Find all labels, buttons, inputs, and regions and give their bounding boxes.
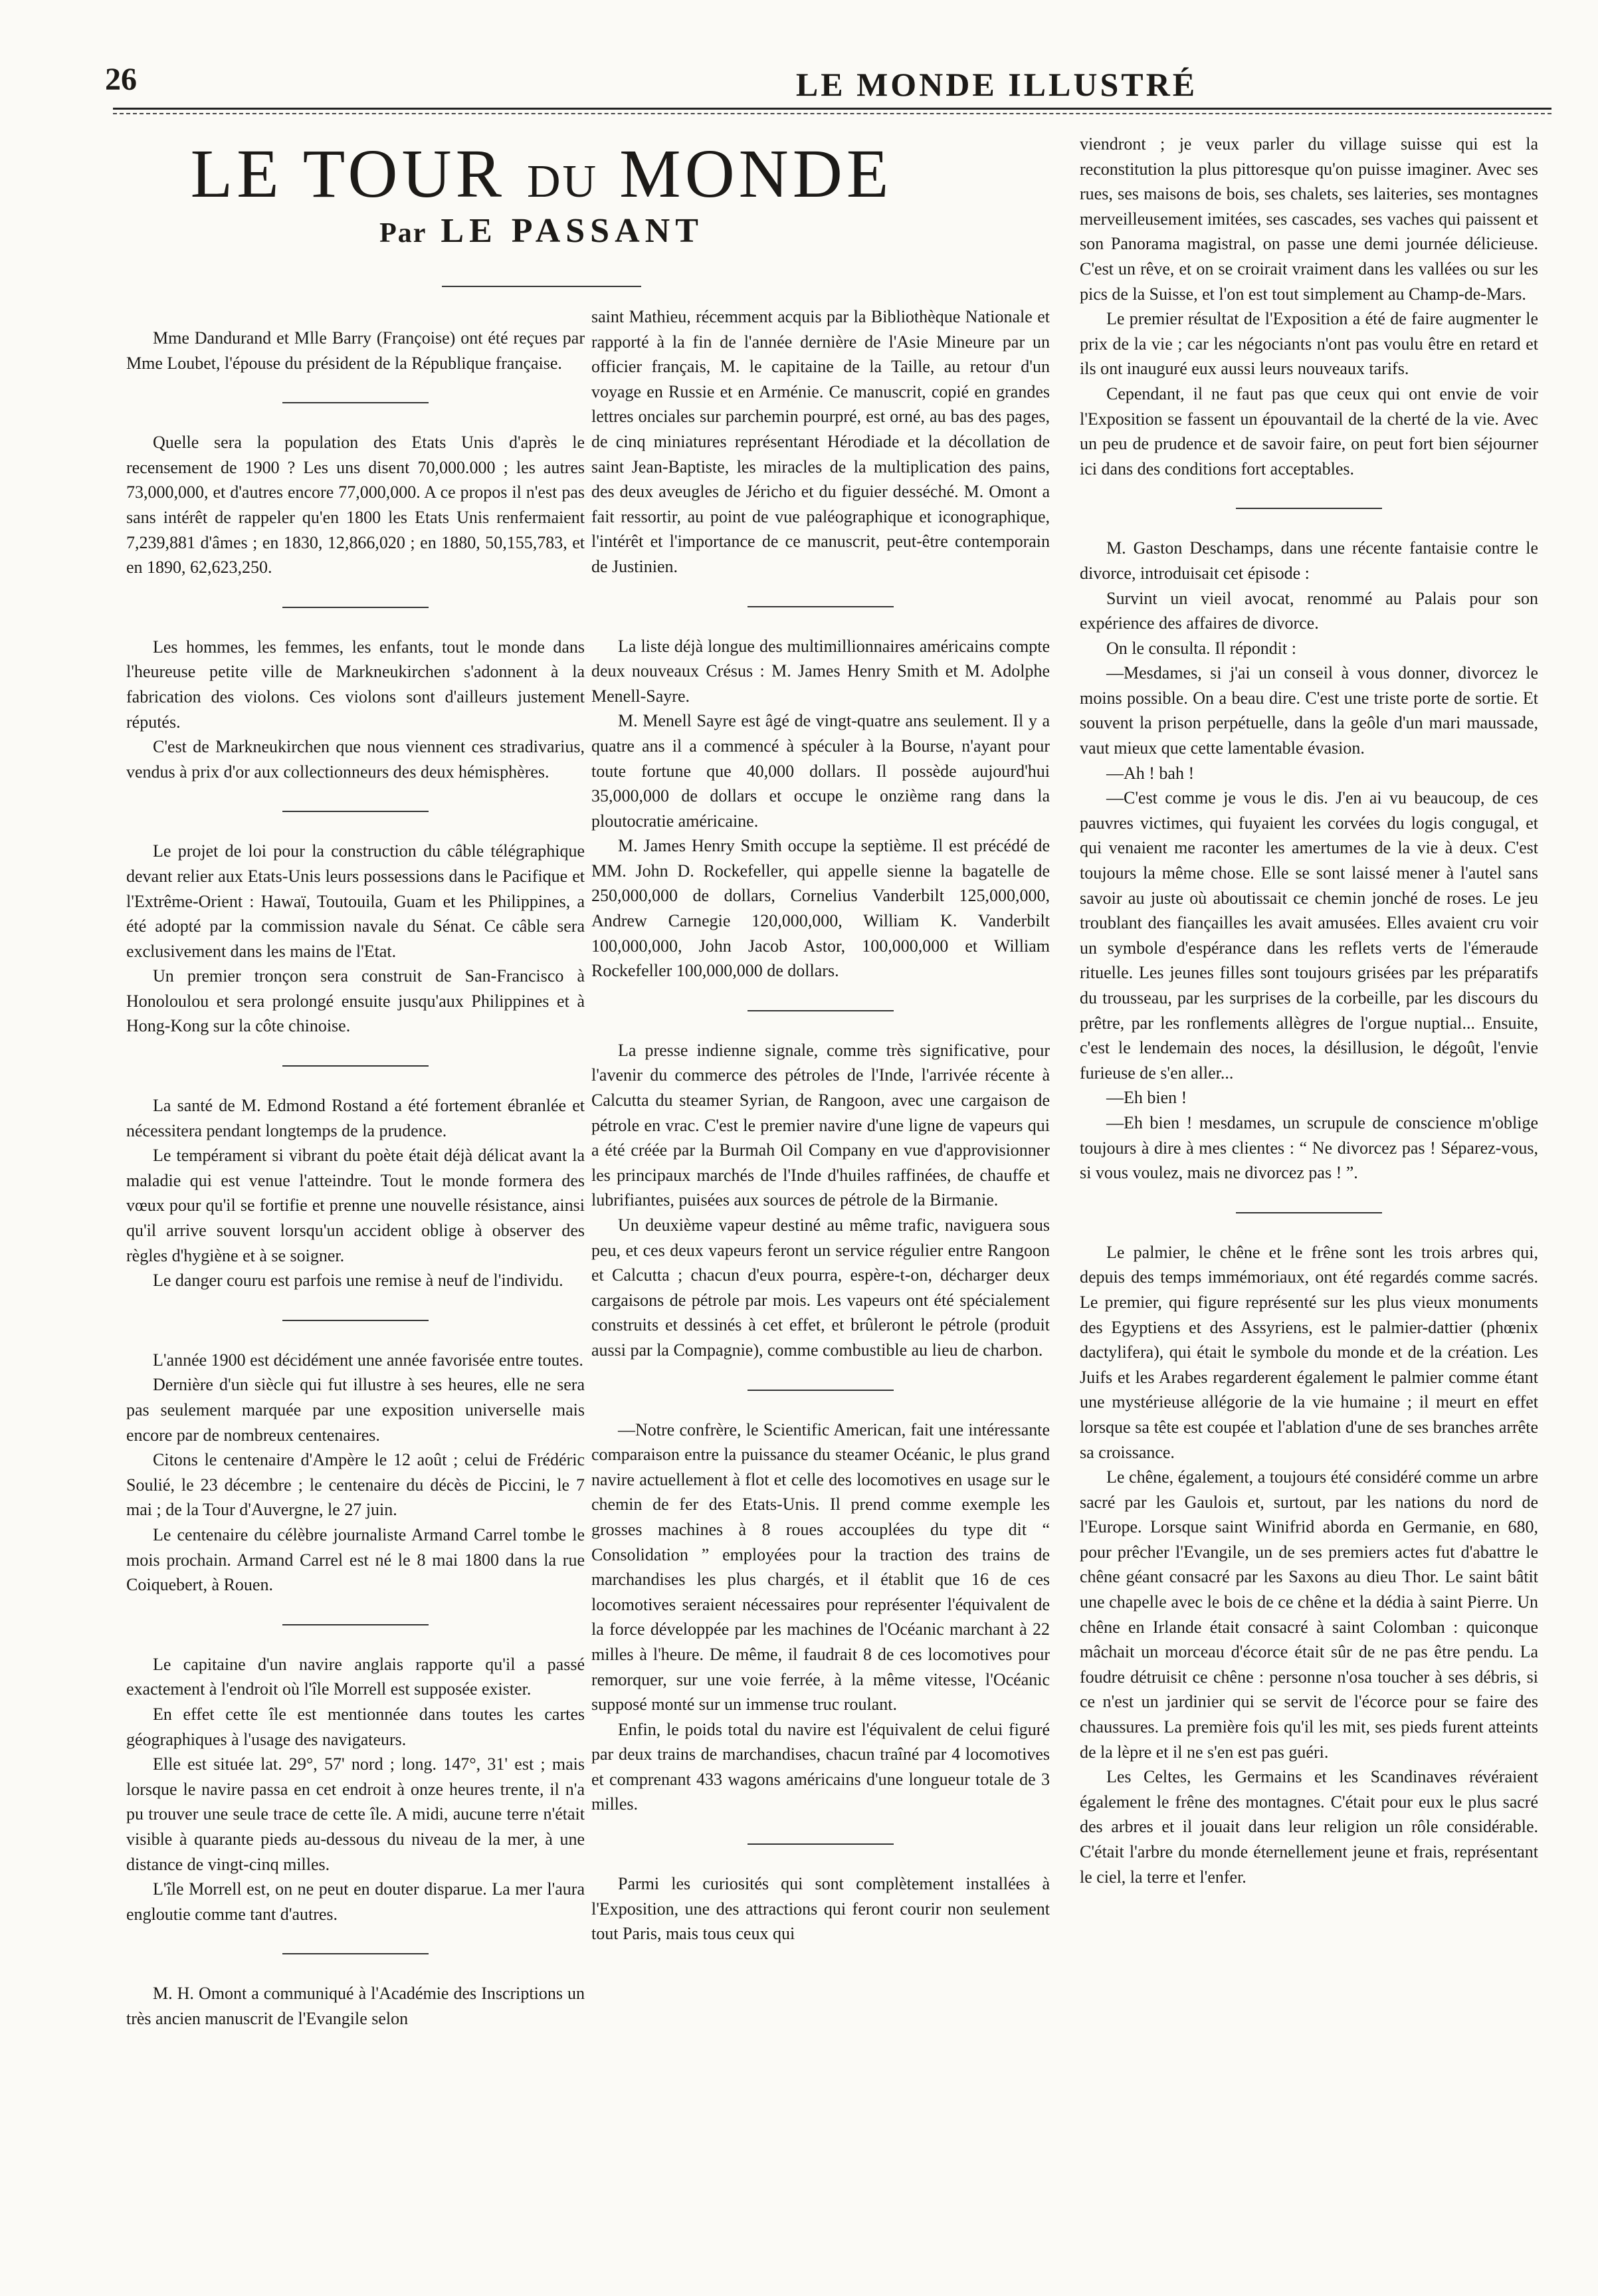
paragraph: —Eh bien ! mesdames, un scrupule de conscience m'oblige toujours à dire à mes clientes : “ Ne divorcez pas ! Séparez-vous, si vous voulez, mais ne divorcez pas ! ”. [1080, 1112, 1538, 1183]
paragraph: Un premier tronçon sera construit de San-Francisco à Honoloulou et sera prolongé ensuite jusqu'aux Philippines et à Hong-Kong sur la côte chinoise. [126, 966, 585, 1036]
paragraph: En effet cette île est mentionnée dans toutes les cartes géographiques à l'usage des navigateurs. [126, 1704, 585, 1749]
section-separator [282, 402, 429, 403]
headline-part: LE TOUR [190, 136, 506, 212]
paragraph: On le consulta. Il répondit : [1106, 638, 1296, 658]
paragraph: —C'est comme je vous le dis. J'en ai vu beaucoup, de ces pauvres victimes, qui fuyaient les corvées du logis congugal, et qui venaient me raconter les amertumes de la vie à deux. C'est toujours la même chose. Elle se sont laissé mener à l'autel sans savoir au juste où aboutissait ce chemin jonché de roses. Le jeu troublant des fiançailles les avait amusées. Elles avaient cru voir un symbole d'espérance dans les reflets verts de l'émeraude rituelle. Les jeunes filles sont toujours grisées par les préparatifs du trousseau, par les surprises de la corbeille, par les discours du prêtre, par les ronflements allègres de l'orgue nuptial... Ensuite, c'est le lendemain des noces, la désillusion, le dégoût, l'envie furieuse de s'en aller... [1080, 788, 1538, 1083]
paragraph: —Notre confrère, le Scientific American, fait une intéressante comparaison entre la puissance du steamer Océanic, le plus grand navire actuellement à flot et celle des locomotives en usage sur le chemin de fer des Etats-Unis. Il prend comme exemple les grosses machines à 8 roues accouplées du type dit “ Consolidation ” employées pour la traction des trains de marchandises les plus chargés, et il établit que 16 de ces locomotives seraient nécessaires pour représenter l'équivalent de la force développée par les machines de l'Océanic marchant à 22 milles à l'heure. De même, il faudrait 8 de ces locomotives pour remorquer, sur une voie ferrée, à la même vitesse, l'Océanic supposé monté sur un immense truc roulant. [591, 1419, 1050, 1715]
paragraph: Citons le centenaire d'Ampère le 12 août ; celui de Frédéric Soulié, le 23 décembre ; le centenaire du décès de Piccini, le 7 mai ; de la Tour d'Auvergne, le 27 juin. [126, 1450, 585, 1520]
paragraph: C'est de Markneukirchen que nous viennent ces stradivarius, vendus à prix d'or aux collectionneurs des deux hémisphères. [126, 737, 585, 782]
section-separator [282, 607, 429, 608]
section-separator [282, 1065, 429, 1067]
paragraph: Survint un vieil avocat, renommé au Palais pour son expérience des affaires de divorce. [1080, 588, 1538, 633]
masthead: LE MONDE ILLUSTRÉ [795, 66, 1198, 103]
paragraph: M. James Henry Smith occupe la septième. Il est précédé de MM. John D. Rockefeller, qui appelle sienne la bagatelle de 250,000,000 de dollars, Cornelius Vanderbilt 125,000,000, Andrew Carnegie 120,000,000, William K. Vanderbilt 100,000,000, John Jacob Astor, 100,000,000 et William Rockefeller 100,000,000 de dollars. [591, 836, 1050, 981]
section-separator [282, 1624, 429, 1625]
paragraph: Le projet de loi pour la construction du câble télégraphique devant relier aux Etats-Unis leurs possessions dans le Pacifique et l'Extrême-Orient : Hawaï, Toutouila, Guam et les Philippines, a été adopté par la commission navale du Sénat. Ce câble sera exclusivement dans les mains de l'Etat. [126, 841, 585, 961]
headline-part: MONDE [619, 136, 893, 212]
paragraph: La santé de M. Edmond Rostand a été fortement ébranlée et nécessitera pendant longtemps de la prudence. [126, 1096, 585, 1140]
paragraph: Dernière d'un siècle qui fut illustre à ses heures, elle ne sera pas seulement marquée par une exposition universelle mais encore par de nombreux centenaires. [126, 1375, 585, 1445]
paragraph: —Mesdames, si j'ai un conseil à vous donner, divorcez le moins possible. On a beau dire. C'est une triste porte de sortie. Et souvent la prison perpétuelle, dans la geôle d'un mari maussade, vaut mieux que cette lamentable évasion. [1080, 663, 1538, 758]
headline [113, 136, 970, 212]
section-separator [282, 811, 429, 812]
paragraph: Le danger couru est parfois une remise à neuf de l'individu. [153, 1271, 563, 1291]
headline-part: DU [526, 156, 599, 207]
paragraph: La presse indienne signale, comme très significative, pour l'avenir du commerce des pétroles de l'Inde, l'arrivée récente à Calcutta du steamer Syrian, de Rangoon, avec une cargaison de pétrole en vrac. C'est le premier navire d'une ligne de vapeurs qui a été créée par la Burmah Oil Company en vue d'approvisionner les principaux marchés de l'Inde d'huiles raffinées, de chauffe et lubrifiantes, puisées aux sources de pétrole de la Birmanie. [591, 1040, 1050, 1210]
section-separator [748, 1390, 894, 1391]
paragraph: Les Celtes, les Germains et les Scandinaves révéraient également le frêne des montagnes. C'était pour eux le plus sacré des arbres et il jouait dans leur religion un rôle considérable. C'était l'arbre du monde éternellement jeune et frais, représentant le ciel, la terre et l'enfer. [1080, 1767, 1538, 1887]
paragraph: Un deuxième vapeur destiné au même trafic, naviguera sous peu, et ces deux vapeurs feront un service régulier entre Rangoon et Calcutta ; chacun d'eux pourra, espère-t-on, décharger deux cargaisons de pétrole par mois. Les vapeurs ont été spécialement construits et dessinés à cet effet, et brûleront le pétrole (produit aussi par la Compagnie), comme combustible au lieu de charbon. [591, 1215, 1050, 1360]
paragraph: Le capitaine d'un navire anglais rapporte qu'il a passé exactement à l'endroit où l'île Morrell est supposée exister. [126, 1654, 585, 1699]
paragraph: Le chêne, également, a toujours été considéré comme un arbre sacré par les Gaulois et, surtout, par les nations du nord de l'Europe. Lorsque saint Winifrid aborda en Germanie, en 680, pour prêcher l'Evangile, un de ses premiers actes fut d'abattre le chêne géant consacré par les Saxons au dieu Thor. Le saint bâtit une chapelle avec le bois de ce chêne et la dédia à saint Pierre. Un chêne en Irlande était consacré à saint Colomban : quiconque mâchait un morceau d'écorce était sûr de ne pas être pendu. La foudre détruisit ce chêne : personne n'osa toucher à ses débris, si ce n'est un jardinier qui se servit de l'écorce pour se faire des chaussures. La première fois qu'il les mit, ses pieds furent atteints de la lèpre et il ne s'en est pas guéri. [1080, 1467, 1538, 1762]
paragraph: —Ah ! bah ! [1106, 763, 1195, 783]
section-separator [282, 1320, 429, 1321]
paragraph: M. Gaston Deschamps, dans une récente fantaisie contre le divorce, introduisait cet épisode : [1080, 538, 1538, 583]
byline-author: LE PASSANT [441, 212, 704, 250]
section-separator [748, 1010, 894, 1011]
paragraph: Le palmier, le chêne et le frêne sont les trois arbres qui, depuis des temps immémoriaux, ont été regardés comme sacrés. Le premier, qui figure représenté sur les plus vieux monuments des Egyptiens et des Assyriens, est le palmier-dattier (phœnix dactylifera), qui était le symbole du monde et de la création. Les Juifs et les Arabes regarderent également le palmier comme étant une mystérieuse allégorie de la vie humaine ; il meurt en effet lorsque sa tête est coupée et l'ablation d'une de ses branches arrête sa croissance. [1080, 1242, 1538, 1462]
byline-par: Par [379, 218, 427, 249]
paragraph: Quelle sera la population des Etats Unis d'après le recensement de 1900 ? Les uns disent 70,000.000 ; les autres 73,000,000, et d'autres encore 77,000,000. A ce propos il n'est pas sans intérêt de rappeler qu'en 1800 les Etats Unis renfermaient 7,239,881 d'âmes ; en 1830, 12,866,020 ; en 1880, 50,155,783, et en 1890, 62,623,250. [126, 433, 585, 577]
paragraph: Enfin, le poids total du navire est l'équivalent de celui figuré par deux trains de marchandises, chacun traîné par 4 locomotives et comprenant 433 wagons américains d'une longueur totale de 3 milles. [591, 1719, 1050, 1814]
section-separator [1236, 508, 1382, 509]
paragraph: Mme Dandurand et Mlle Barry (Françoise) ont été reçues par Mme Loubet, l'épouse du président de la République française. [126, 328, 585, 373]
paragraph: Parmi les curiosités qui sont complètement installées à l'Exposition, une des attractions qui feront courir non seulement tout Paris, mais tous ceux qui [591, 1874, 1050, 1944]
section-separator [748, 606, 894, 607]
paragraph: saint Mathieu, récemment acquis par la Bibliothèque Nationale et rapporté à la fin de l'année dernière de l'Asie Mineure par un officier français, M. le capitaine de la Taille, au retour d'un voyage en Russie et en Arménie. Ce manuscrit, copié en grandes lettres onciales sur parchemin pourpré, est orné, au bas des pages, de cinq miniatures représentant Hérodiade et la décollation de saint Jean-Baptiste, les miracles de la multiplication des pains, des deux aveugles de Jéricho et du figuier desséché. M. Omont a fait ressortir, au point de vue paléographique et iconographique, l'intérêt et l'importance de ce manuscrit, peut-être contemporain de Justinien. [591, 307, 1050, 576]
paragraph: Le centenaire du célèbre journaliste Armand Carrel tombe le mois prochain. Armand Carrel est né le 8 mai 1800 dans la rue Coiquebert, à Rouen. [126, 1524, 585, 1595]
paragraph: Elle est située lat. 29°, 57' nord ; long. 147°, 31' est ; mais lorsque le navire passa en cet endroit à onze heures trente, il n'a pu trouver une seule trace de cette île. A midi, aucune terre n'était visible à quarante pieds au-dessous du niveau de la mer, à une distance de vingt-cinq milles. [126, 1754, 585, 1874]
byline [113, 211, 970, 251]
page-number: 26 [105, 62, 137, 97]
paragraph: viendront ; je veux parler du village suisse qui est la reconstitution la plus pittoresque qu'on puisse imaginer. Avec ses rues, ses maisons de bois, ses chalets, ses laiteries, ses montagnes merveilleusement imitées, ses cascades, ses vaches qui paissent et son Panorama magistral, on passe une demi journée délicieuse. C'est un rêve, et on se croirait vraiment dans les vallées ou sur les pics de la Suisse, et l'on est tout simplement au Champ-de-Mars. [1080, 134, 1538, 304]
paragraph: Les hommes, les femmes, les enfants, tout le monde dans l'heureuse petite ville de Markneukirchen s'adonnent à la fabrication des violons. Ces violons sont d'ailleurs justement réputés. [126, 637, 585, 732]
paragraph: L'année 1900 est décidément une année favorisée entre toutes. [153, 1350, 583, 1370]
section-separator [1236, 1212, 1382, 1213]
paragraph: L'île Morrell est, on ne peut en douter disparue. La mer l'aura engloutie comme tant d'autres. [126, 1879, 585, 1924]
paragraph: Le tempérament si vibrant du poète était déjà délicat avant la maladie qui est venue l'atteindre. Tout le monde formera des vœux pour qu'il se fortifie et prenne une nouvelle résistance, ainsi qu'il arrive souvent lorsqu'un accident oblige à observer des règles d'hygiène et à se soigner. [126, 1146, 585, 1265]
title-rule [442, 286, 641, 287]
column-3 [1080, 132, 1538, 1889]
column-1 [126, 326, 585, 2031]
paragraph: —Eh bien ! [1106, 1088, 1187, 1108]
section-separator [282, 1953, 429, 1954]
paragraph: La liste déjà longue des multimillionnaires américains compte deux nouveaux Crésus : M. James Henry Smith et M. Adolphe Menell-Sayre. [591, 636, 1050, 706]
paragraph: M. Menell Sayre est âgé de vingt-quatre ans seulement. Il y a quatre ans il a commencé à spéculer à la Bourse, n'ayant pour toute fortune que 40,000 dollars. Il possède aujourd'hui 35,000,000 de dollars et occupe le onzième rang dans la ploutocratie américaine. [591, 711, 1050, 831]
paragraph: M. H. Omont a communiqué à l'Académie des Inscriptions un très ancien manuscrit de l'Evangile selon [126, 1984, 585, 2028]
header-dashed-rule [113, 113, 1551, 114]
paragraph: Le premier résultat de l'Exposition a été de faire augmenter le prix de la vie ; car les négociants n'ont pas voulu être en retard et ils ont inauguré eux aussi leurs nouveaux tarifs. [1080, 309, 1538, 379]
section-separator [748, 1843, 894, 1845]
column-2 [591, 304, 1050, 1946]
header-rule [113, 108, 1551, 110]
paragraph: Cependant, il ne faut pas que ceux qui ont envie de voir l'Exposition se fassent un épouvantail de la cherté de la vie. Avec un peu de prudence et de savoir faire, on peut fort bien séjourner ici dans des conditions fort acceptables. [1080, 383, 1538, 478]
